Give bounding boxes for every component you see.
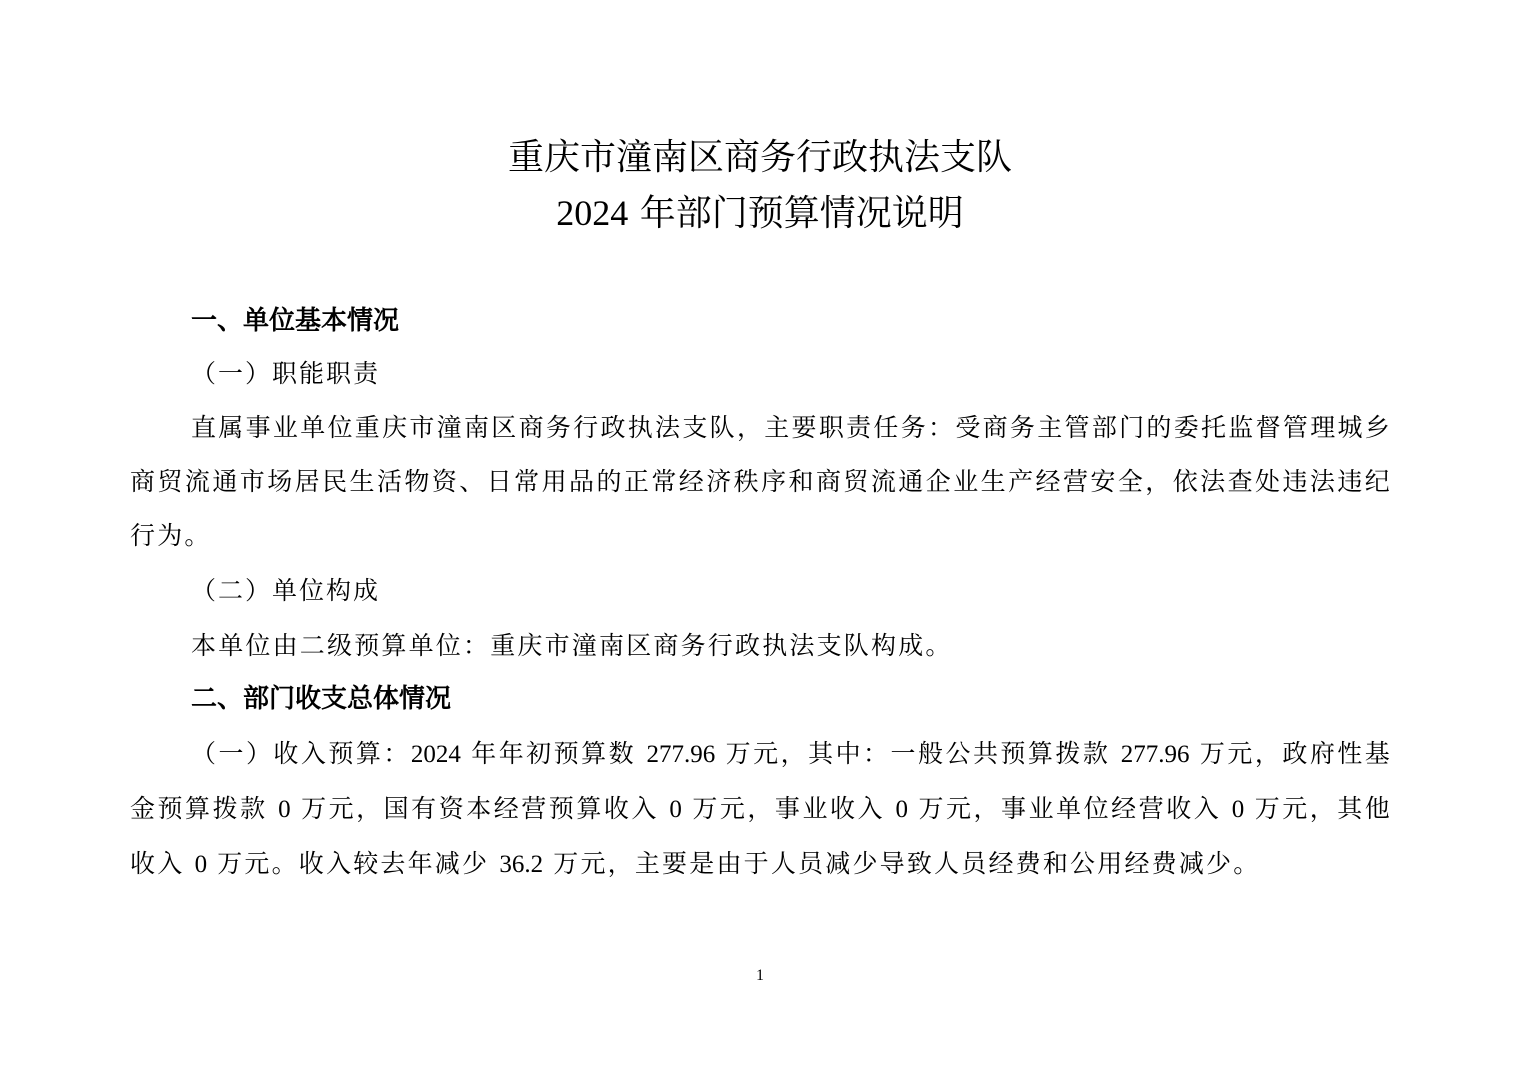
- text-run: 万元，主要是由于人员减少导致人员经费和公用经费减少。: [543, 849, 1261, 878]
- section1-sub2-paragraph: 本单位由二级预算单位：重庆市潼南区商务行政执法支队构成。: [191, 631, 953, 660]
- title-subtitle: 年部门预算情况说明: [628, 193, 964, 234]
- section1-sub1-heading: （一）职能职责: [191, 359, 381, 388]
- document-title-line2: [0, 193, 1520, 234]
- page-number: 1: [756, 967, 764, 984]
- title-year: 2024: [556, 193, 629, 233]
- other-income-value: 0: [194, 851, 208, 878]
- state-capital-value: 0: [669, 796, 682, 823]
- operating-income-value: 0: [1231, 796, 1245, 823]
- text-run: 万元，政府性基金预算拨款: [130, 739, 1392, 823]
- section2-sub1-paragraph: [130, 727, 1392, 892]
- section1-sub1-paragraph: 直属事业单位重庆市潼南区商务行政执法支队，主要职责任务：受商务主管部门的委托监督管理城乡商贸流通市场居民生活物资、日常用品的正常经济秩序和商贸流通企业生产经营安全，依法查处违法违纪行为。: [130, 413, 1392, 550]
- total-budget-value: 277.96: [646, 741, 716, 768]
- text-run: 万元，其中：一般公共预算拨款: [715, 739, 1121, 768]
- text-run: （一）收入预算：: [191, 739, 411, 768]
- fund-budget-value: 0: [278, 796, 291, 823]
- text-run: 万元，其他收入: [130, 794, 1392, 878]
- year-value: 2024: [410, 741, 461, 768]
- decrease-value: 36.2: [499, 851, 544, 878]
- text-run: 万元。收入较去年减少: [207, 849, 500, 878]
- section2-heading: 二、部门收支总体情况: [191, 684, 452, 714]
- text-run: 万元，事业单位经营收入: [908, 794, 1232, 823]
- section1-sub2-heading: （二）单位构成: [191, 576, 381, 605]
- text-run: 万元，事业收入: [681, 794, 896, 823]
- document-title-line1: 重庆市潼南区商务行政执法支队: [507, 137, 1012, 178]
- general-budget-value: 277.96: [1120, 741, 1190, 768]
- section1-heading: 一、单位基本情况: [191, 306, 400, 336]
- business-income-value: 0: [895, 796, 908, 823]
- text-run: 年年初预算数: [460, 739, 647, 768]
- text-run: 万元，国有资本经营预算收入: [290, 794, 670, 823]
